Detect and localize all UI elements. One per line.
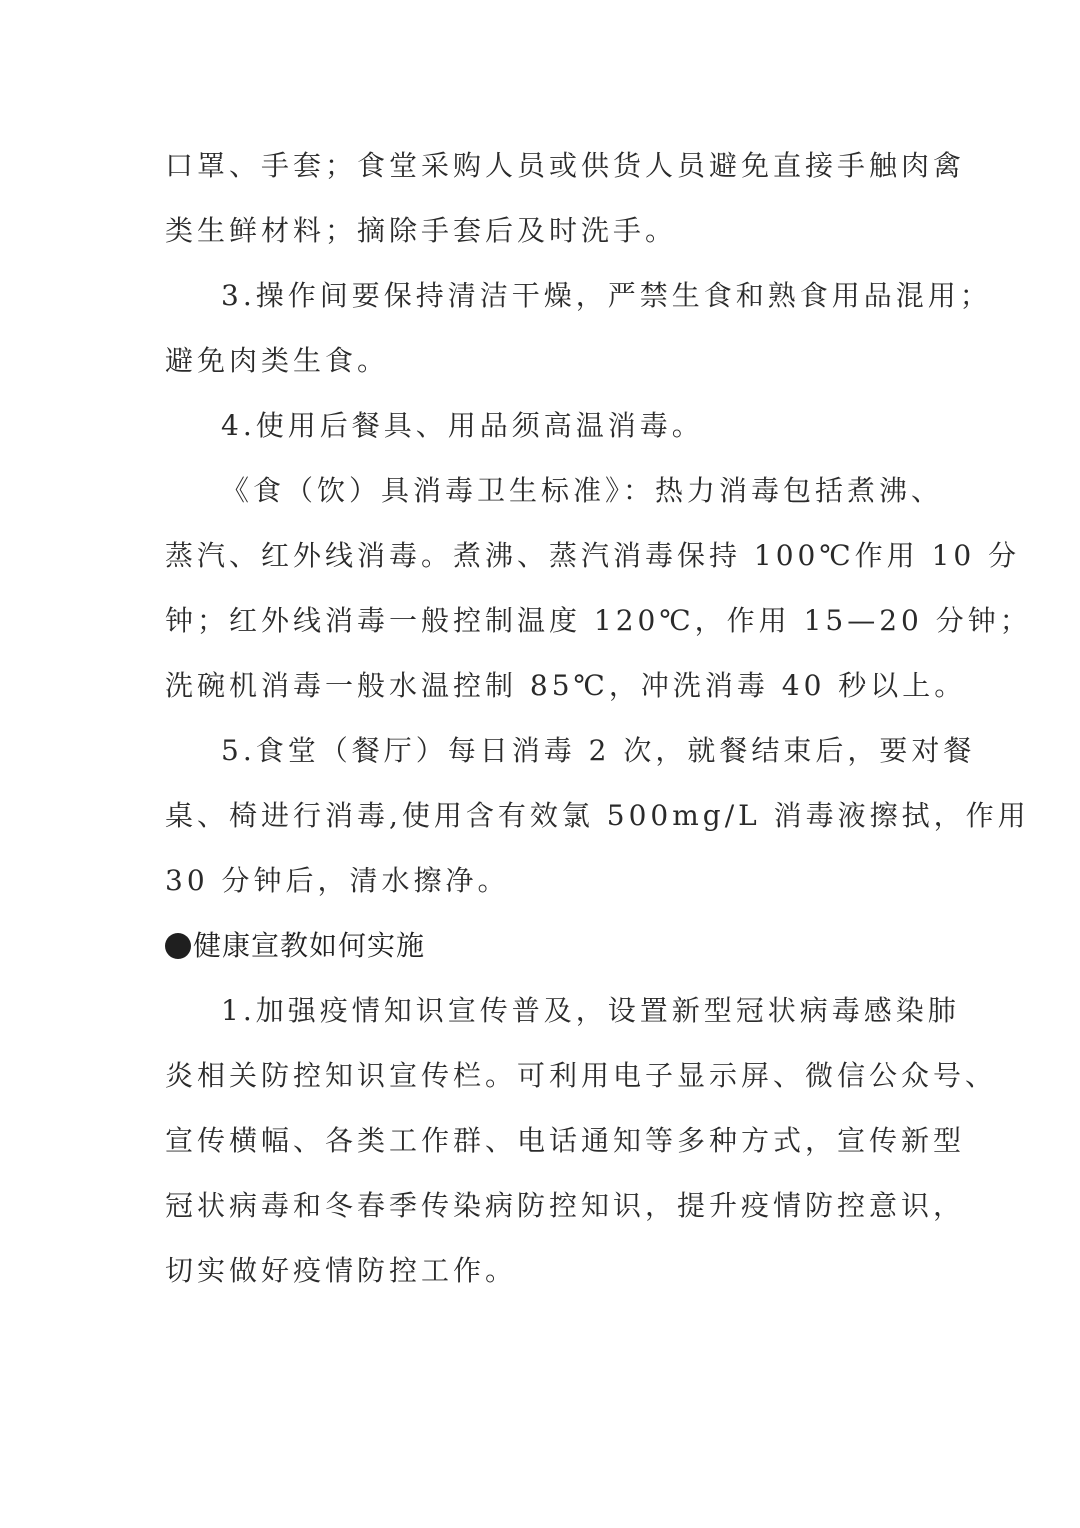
text-line: 钟；红外线消毒一般控制温度 120℃，作用 15—20 分钟； <box>165 604 1032 637</box>
paragraph-canteen-gloves <box>165 133 966 263</box>
text-line: 1.加强疫情知识宣传普及，设置新型冠状病毒感染肺 <box>221 994 960 1027</box>
text-line: 类生鲜材料；摘除手套后及时洗手。 <box>165 214 678 247</box>
section-heading <box>165 913 925 978</box>
paragraph-item-5 <box>165 718 1030 913</box>
text-line: 洗碗机消毒一般水温控制 85℃，冲洗消毒 40 秒以上。 <box>165 669 967 702</box>
text-line: 口罩、手套；食堂采购人员或供货人员避免直接手触肉禽 <box>165 149 966 182</box>
paragraph-health-education-1 <box>165 978 998 1303</box>
text-line: 桌、椅进行消毒,使用含有效氯 500mg/L 消毒液擦拭，作用 <box>165 799 1030 832</box>
text-line: 4.使用后餐具、用品须高温消毒。 <box>221 409 704 442</box>
text-line: 蒸汽、红外线消毒。煮沸、蒸汽消毒保持 100℃作用 10 分 <box>165 539 1021 572</box>
paragraph-item-4 <box>165 393 925 458</box>
text-line: 5.食堂（餐厅）每日消毒 2 次，就餐结束后，要对餐 <box>221 734 976 767</box>
text-line: 切实做好疫情防控工作。 <box>165 1254 518 1287</box>
document-body <box>165 133 1032 1303</box>
text-line: 宣传横幅、各类工作群、电话通知等多种方式，宣传新型 <box>165 1124 966 1157</box>
text-line: 《食（饮）具消毒卫生标准》：热力消毒包括煮沸、 <box>221 474 944 507</box>
paragraph-item-3 <box>165 263 992 393</box>
paragraph-disinfection-standard <box>165 458 1032 718</box>
text-line: 3.操作间要保持清洁干燥，严禁生食和熟食用品混用； <box>221 279 992 312</box>
text-line: 30 分钟后，清水擦净。 <box>165 864 510 897</box>
section-heading-text: 健康宣教如何实施 <box>193 929 426 962</box>
text-line: 避免肉类生食。 <box>165 344 390 377</box>
text-line: 冠状病毒和冬春季传染病防控知识，提升疫情防控意识， <box>165 1189 966 1222</box>
text-line: 炎相关防控知识宣传栏。可利用电子显示屏、微信公众号、 <box>165 1059 998 1092</box>
bullet-dot-icon <box>165 933 191 959</box>
